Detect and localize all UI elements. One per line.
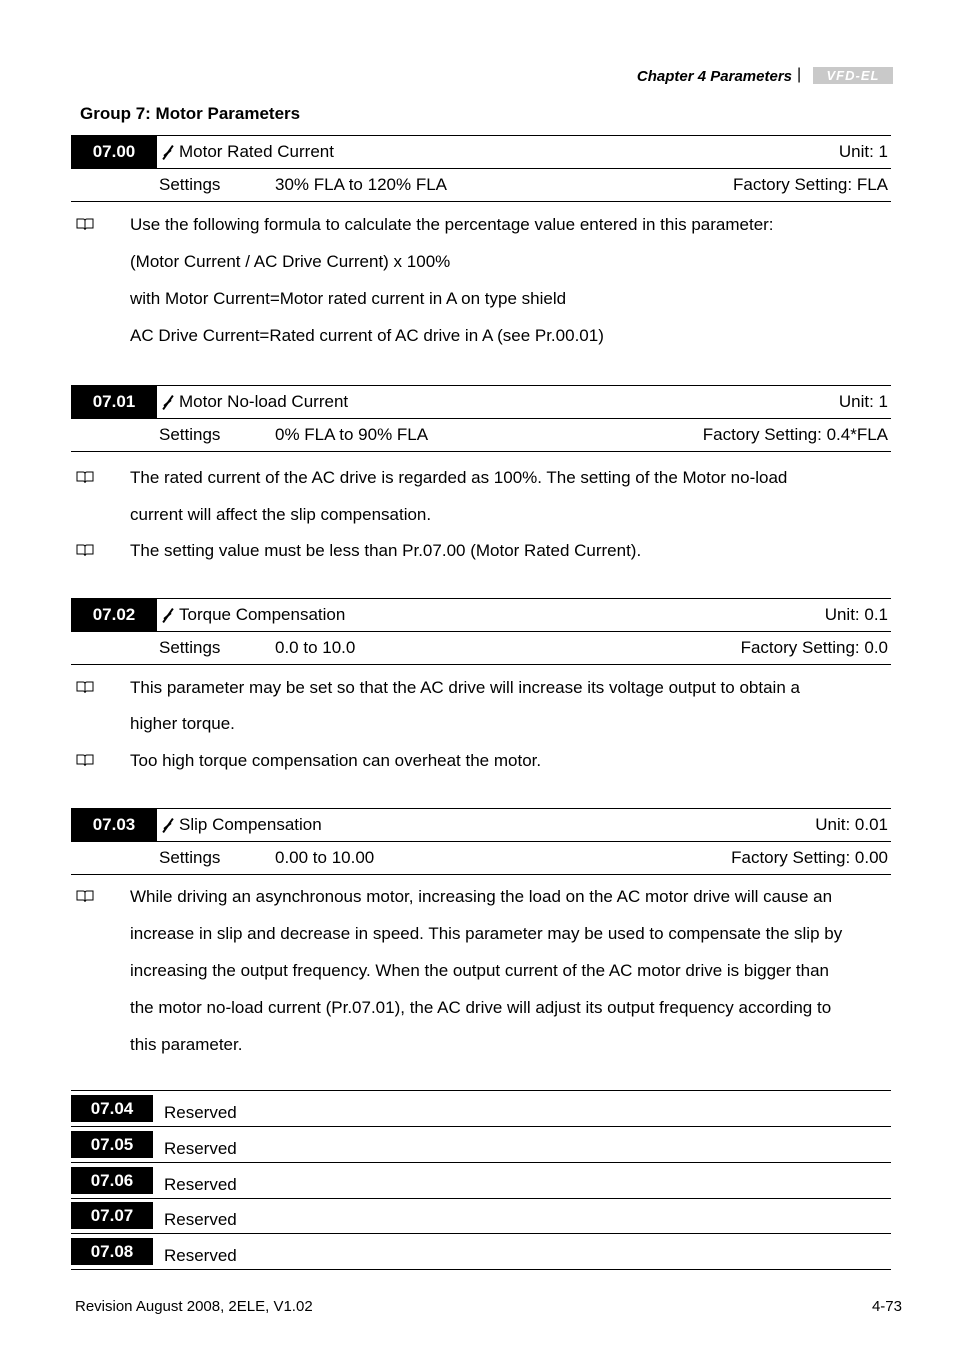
note-text: The setting value must be less than Pr.07.00 (Motor Rated Current). [130, 541, 642, 560]
param-name-text: Motor Rated Current [179, 142, 334, 161]
vfd-el-logo: VFD-EL [813, 67, 893, 84]
param-header-row [71, 385, 891, 419]
param-unit: Unit: 1 [838, 392, 888, 411]
settings-label: Settings [159, 425, 221, 444]
pen-icon [161, 144, 175, 160]
note-text: current will affect the slip compensation. [130, 505, 432, 524]
book-icon [76, 754, 94, 767]
reserved-row [71, 1127, 891, 1163]
settings-label: Settings [159, 175, 221, 194]
param-code: 07.04 [71, 1095, 153, 1122]
param-header-row [71, 808, 891, 842]
group-title: Group 7: Motor Parameters [80, 104, 301, 123]
param-name-text: Motor No-load Current [179, 392, 349, 411]
reserved-label: Reserved [164, 1175, 237, 1194]
header-separator: | [797, 66, 802, 83]
param-name-text: Torque Compensation [179, 605, 346, 624]
factory-setting: Factory Setting: 0.0 [740, 638, 888, 657]
param-code: 07.00 [71, 135, 157, 169]
reserved-row [71, 1234, 891, 1270]
pen-icon [161, 607, 175, 623]
param-header-row [71, 598, 891, 632]
param-unit: Unit: 0.1 [824, 605, 888, 624]
param-07-02 [71, 598, 891, 665]
note-text: (Motor Current / AC Drive Current) x 100% [130, 252, 451, 271]
param-code: 07.03 [71, 808, 157, 842]
settings-range: 0.0 to 10.0 [275, 638, 356, 657]
param-07-01 [71, 385, 891, 452]
reserved-label: Reserved [164, 1139, 237, 1158]
param-name [161, 142, 334, 162]
param-code: 07.06 [71, 1167, 153, 1194]
book-icon [76, 218, 94, 231]
note-text: The rated current of the AC drive is regarded as 100%. The setting of the Motor no-load [130, 468, 788, 487]
settings-range: 0.00 to 10.00 [275, 848, 375, 867]
note-text: the motor no-load current (Pr.07.01), the AC drive will adjust its output frequency according to [130, 998, 832, 1017]
reserved-label: Reserved [164, 1210, 237, 1229]
param-settings-row [71, 169, 891, 202]
note-text: increase in slip and decrease in speed. This parameter may be used to compensate the slip by [130, 924, 843, 943]
factory-setting: Factory Setting: FLA [733, 175, 888, 194]
note-text: this parameter. [130, 1035, 243, 1054]
footer-revision: Revision August 2008, 2ELE, V1.02 [75, 1298, 313, 1315]
param-settings-row [71, 842, 891, 875]
note-text: AC Drive Current=Rated current of AC drive in A (see Pr.00.01) [130, 326, 604, 345]
param-code: 07.05 [71, 1131, 153, 1158]
param-name [161, 815, 322, 835]
param-name-text: Slip Compensation [179, 815, 322, 834]
note-text: This parameter may be set so that the AC drive will increase its voltage output to obtain a [130, 678, 800, 697]
reserved-label: Reserved [164, 1246, 237, 1265]
chapter-title: Chapter 4 Parameters [636, 68, 792, 85]
reserved-label: Reserved [164, 1103, 237, 1122]
book-icon [76, 890, 94, 903]
reserved-row [71, 1198, 891, 1234]
pen-icon [161, 817, 175, 833]
settings-range: 30% FLA to 120% FLA [275, 175, 447, 194]
param-unit: Unit: 0.01 [815, 815, 888, 834]
note-text: Too high torque compensation can overheat the motor. [130, 751, 542, 770]
book-icon [76, 544, 94, 557]
param-07-00 [71, 135, 891, 202]
note-text: increasing the output frequency. When the output current of the AC motor drive is bigger than [130, 961, 829, 980]
pen-icon [161, 394, 175, 410]
settings-range: 0% FLA to 90% FLA [275, 425, 429, 444]
book-icon [76, 471, 94, 484]
param-settings-row [71, 632, 891, 665]
param-settings-row [71, 419, 891, 452]
note-text: While driving an asynchronous motor, increasing the load on the AC motor drive will cause an [130, 887, 833, 906]
reserved-row [71, 1091, 891, 1127]
param-header-row [71, 135, 891, 169]
reserved-row [71, 1163, 891, 1199]
param-name [161, 392, 348, 412]
settings-label: Settings [159, 638, 221, 657]
factory-setting: Factory Setting: 0.00 [731, 848, 888, 867]
book-icon [76, 681, 94, 694]
page-number: 4-73 [871, 1298, 902, 1315]
param-unit: Unit: 1 [838, 142, 888, 161]
note-text: with Motor Current=Motor rated current in A on type shield [130, 289, 567, 308]
param-code: 07.07 [71, 1202, 153, 1229]
param-name [161, 605, 345, 625]
factory-setting: Factory Setting: 0.4*FLA [702, 425, 888, 444]
param-code: 07.01 [71, 385, 157, 419]
param-code: 07.08 [71, 1238, 153, 1265]
param-07-03 [71, 808, 891, 875]
settings-label: Settings [159, 848, 221, 867]
param-code: 07.02 [71, 598, 157, 632]
note-text: Use the following formula to calculate the percentage value entered in this parameter: [130, 215, 774, 234]
note-text: higher torque. [130, 714, 235, 733]
